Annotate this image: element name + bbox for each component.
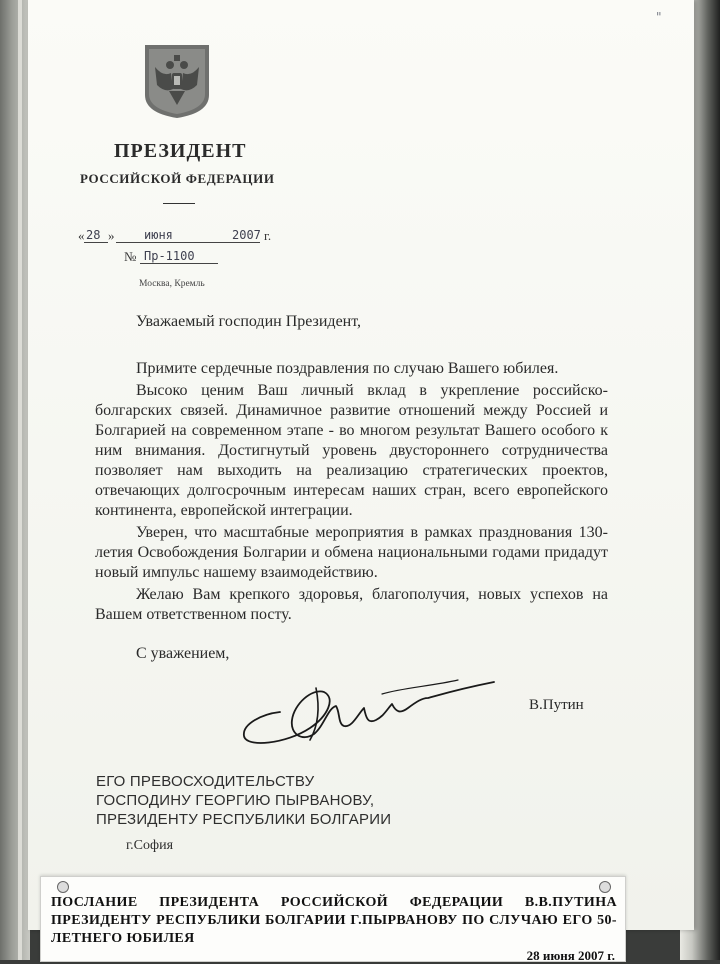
addressee-line: ГОСПОДИНУ ГЕОРГИЮ ПЫРВАНОВУ, [96,792,375,809]
date-year: 2007 [232,228,261,242]
number-value: Пр-1100 [144,249,195,263]
date-open-quote: « [78,228,85,243]
adjacent-sheet-edge [0,0,30,960]
handwritten-signature [232,668,502,750]
signer-name: В.Путин [529,697,584,713]
russian-coat-of-arms-icon [143,43,211,119]
letterhead-subtitle: РОССИЙСКОЙ ФЕДЕРАЦИИ [80,171,275,186]
body-paragraph: Уверен, что масштабные мероприятия в рамках празднования 130-летия Освобождения Болгарии и обмена национальными годами придадут новый импульс нашему взаимодействию. [95,524,608,581]
registration-number [124,249,234,269]
body-paragraph: Желаю Вам крепкого здоровья, благополучия, новых успехов на Вашем ответственном посту. [95,586,608,623]
place-of-issue: Москва, Кремль [139,279,205,289]
letterhead-title: ПРЕЗИДЕНТ [114,140,247,162]
letter-body [95,359,608,625]
caption-date: 28 июня 2007 г. [526,948,615,963]
addressee-block [96,772,391,829]
letterhead-divider [163,203,195,204]
date-close-quote: » [108,228,115,243]
addressee-line: ПРЕЗИДЕНТУ РЕСПУБЛИКИ БОЛГАРИИ [96,811,392,828]
addressee-city: г.София [126,838,174,853]
caption-text: ПОСЛАНИЕ ПРЕЗИДЕНТА РОССИЙСКОЙ ФЕДЕРАЦИИ В.В.ПУТИНА ПРЕЗИДЕНТУ РЕСПУБЛИКИ БОЛГАРИИ Г.ПЫРВАНОВУ ПО СЛУЧАЮ ЕГО 50-ЛЕТНЕГО ЮБИЛЕЯ [51,895,617,946]
closing-phrase: С уважением, [136,645,230,662]
pin-icon [599,881,611,893]
date-suffix: г. [264,228,272,243]
body-paragraph: Высоко ценим Ваш личный вклад в укрепление российско-болгарских связей. Динамичное развитие отношений между Россией и Болгарией на современном этапе - во многом результат Вашего особого к ним внимания. Достигнутый уровень двустороннего сотрудничества позволяет нам выходить на реализацию стратегических проектов, отвечающих долгосрочным интересам наших стран, всего европейского континента, европейской интеграции. [95,382,608,519]
letter-date [78,228,278,248]
corner-pencil-mark: " [656,10,663,24]
exhibit-caption-card [40,876,626,962]
pin-icon [57,881,69,893]
body-paragraph: Примите сердечные поздравления по случаю Вашего юбилея. [136,360,559,377]
addressee-line: ЕГО ПРЕВОСХОДИТЕЛЬСТВУ [96,773,315,790]
date-month: июня [144,228,173,242]
date-day: 28 [86,228,101,242]
number-sign: № [124,249,137,264]
salutation: Уважаемый господин Президент, [136,313,362,330]
